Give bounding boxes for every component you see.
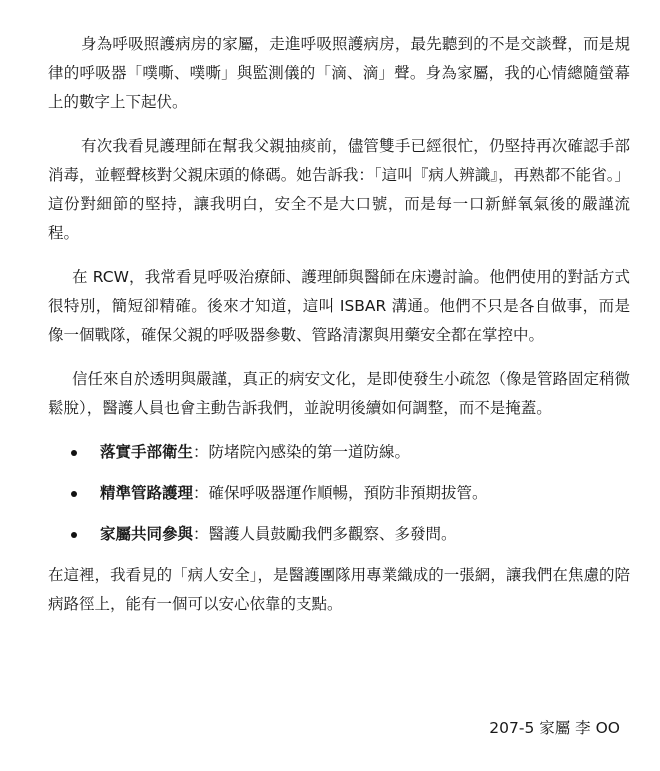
paragraph-conclusion: 在這裡，我看見的「病人安全」，是醫護團隊用專業織成的一張網，讓我們在焦慮的陪病路徑上，能有一個可以安心依靠的支點。 [48,566,630,613]
list-item [48,438,630,467]
bullet-list [48,438,630,549]
paragraph-hand-hygiene-story: 有次我看見護理師在幫我父親抽痰前，儘管雙手已經很忙，仍堅持再次確認手部消毒，並輕聲核對父親床頭的條碼。她告訴我：「這叫『病人辨識』，再熟都不能省。」這份對細節的堅持，讓我明白，安全不是大口號，而是每一口新鮮氧氣後的嚴謹流程。 [48,137,630,242]
signature: 207-5 家屬 李 OO [489,719,620,737]
document-body [48,30,630,634]
bullet-icon [71,450,77,456]
bullet-term: 精準管路護理 [100,484,194,502]
bullet-desc: ：防堵院內感染的第一道防線。 [193,443,411,461]
bullet-term: 落實手部衛生 [100,443,194,461]
paragraph-intro: 身為呼吸照護病房的家屬，走進呼吸照護病房，最先聽到的不是交談聲，而是規律的呼吸器「噗嘶、噗嘶」與監測儀的「滴、滴」聲。身為家屬，我的心情總隨螢幕上的數字上下起伏。 [48,35,630,111]
bullet-icon [71,491,77,497]
paragraph-trust: 信任來自於透明與嚴謹，真正的病安文化，是即使發生小疏忽（像是管路固定稍微鬆脫），醫護人員也會主動告訴我們，並說明後續如何調整，而不是掩蓋。 [48,370,631,417]
paragraph-isbar: 在 RCW，我常看見呼吸治療師、護理師與醫師在床邊討論。他們使用的對話方式很特別，簡短卻精確。後來才知道，這叫 ISBAR 溝通。他們不只是各自做事，而是像一個戰隊，確保父親的呼吸器參數、管路清潔與用藥安全都在掌控中。 [48,268,630,344]
bullet-desc: ：醫護人員鼓勵我們多觀察、多發問。 [193,525,457,543]
bullet-icon [71,532,77,538]
list-item [48,479,630,508]
bullet-desc: ：確保呼吸器運作順暢，預防非預期拔管。 [193,484,488,502]
list-item [48,520,630,549]
bullet-term: 家屬共同參與 [100,525,194,543]
